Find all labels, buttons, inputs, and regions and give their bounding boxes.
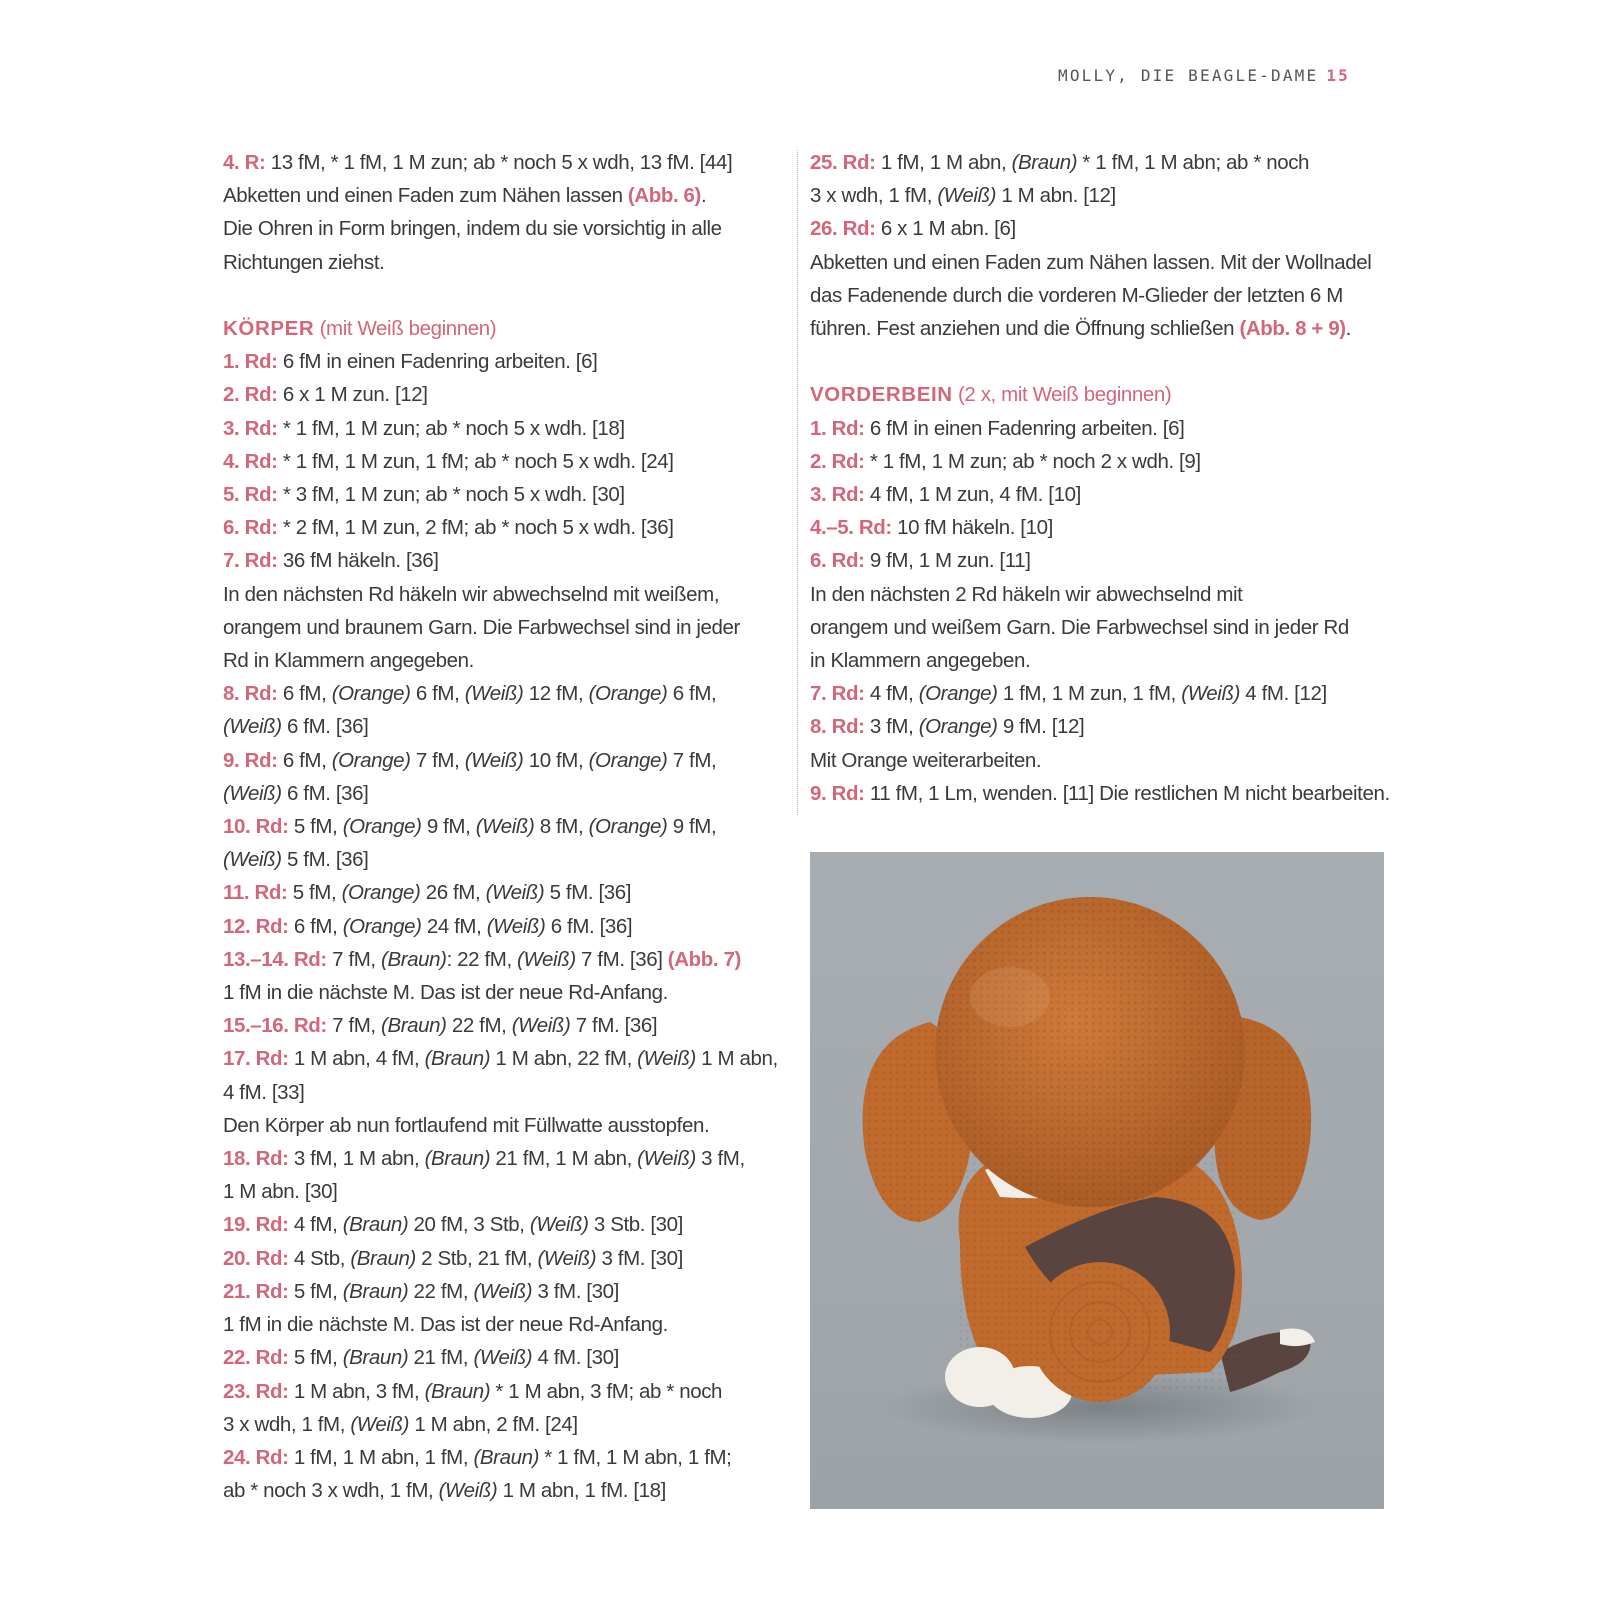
color-change-label: (Weiß) xyxy=(485,881,545,905)
round-instruction xyxy=(810,544,1385,577)
round-number: 2. Rd: xyxy=(810,449,865,473)
instruction-line xyxy=(223,710,783,743)
column-divider xyxy=(797,150,798,815)
color-change-label: (Orange) xyxy=(588,815,668,839)
instruction-text: Rd in Klammern angegeben. xyxy=(223,649,474,673)
instruction-text: In den nächsten Rd häkeln wir abwechselnd mit weißem, xyxy=(223,582,720,606)
round-number: 19. Rd: xyxy=(223,1213,289,1237)
instruction-text: 1 fM, 1 M abn, 1 fM, (Braun) * 1 fM, 1 M abn, 1 fM; xyxy=(288,1445,732,1469)
round-instruction xyxy=(223,378,783,411)
instruction-text: Abketten und einen Faden zum Nähen lassen xyxy=(223,184,628,208)
instruction-text: 4 fM. [33] xyxy=(223,1080,305,1104)
instruction-text: Abketten und einen Faden zum Nähen lassen. Mit der Wollnadel xyxy=(810,250,1372,274)
round-instruction xyxy=(223,1242,783,1275)
instruction-line xyxy=(810,179,1385,212)
instruction-text: 1 M abn, 4 fM, (Braun) 1 M abn, 22 fM, (Weiß) 1 M abn, xyxy=(288,1047,778,1071)
round-instruction xyxy=(223,910,783,943)
instruction-text: 1 fM in die nächste M. Das ist der neue Rd-Anfang. xyxy=(223,1313,668,1337)
beagle-photo xyxy=(810,852,1384,1509)
round-number: 3. Rd: xyxy=(810,483,865,507)
round-instruction xyxy=(223,810,783,843)
color-change-label: (Orange) xyxy=(918,682,998,706)
round-instruction xyxy=(810,445,1385,478)
round-instruction xyxy=(223,1042,783,1075)
round-instruction xyxy=(223,1208,783,1241)
instruction-text: Richtungen ziehst. xyxy=(223,250,385,274)
instruction-line xyxy=(223,843,783,876)
instruction-text: In den nächsten 2 Rd häkeln wir abwechselnd mit xyxy=(810,582,1243,606)
instruction-line xyxy=(223,1175,783,1208)
paragraph-gap xyxy=(810,345,1385,378)
section-title: VORDERBEIN xyxy=(810,383,953,407)
round-number: 9. Rd: xyxy=(810,781,865,805)
color-change-label: (Weiß) xyxy=(473,1346,533,1370)
round-instruction xyxy=(810,511,1385,544)
color-change-label: (Orange) xyxy=(588,682,668,706)
round-instruction xyxy=(223,1441,783,1474)
round-number: 18. Rd: xyxy=(223,1147,289,1171)
instruction-text: (Weiß) 5 fM. [36] xyxy=(223,848,369,872)
instruction-text: 10 fM häkeln. [10] xyxy=(891,516,1053,540)
color-change-label: (Orange) xyxy=(341,881,421,905)
round-number: 22. Rd: xyxy=(223,1346,289,1370)
instruction-line xyxy=(223,1474,783,1507)
round-number: 23. Rd: xyxy=(223,1379,289,1403)
round-number: 20. Rd: xyxy=(223,1246,289,1270)
instruction-text: * 3 fM, 1 M zun; ab * noch 5 x wdh. [30] xyxy=(277,483,625,507)
section-heading xyxy=(223,312,783,345)
instruction-text: * 1 fM, 1 M zun; ab * noch 5 x wdh. [18] xyxy=(277,416,625,440)
round-number: 1. Rd: xyxy=(810,416,865,440)
round-number: 8. Rd: xyxy=(223,682,278,706)
instruction-line xyxy=(223,246,783,279)
round-instruction xyxy=(810,412,1385,445)
round-number: 1. Rd: xyxy=(223,350,278,374)
round-instruction xyxy=(223,478,783,511)
color-change-label: (Weiß) xyxy=(637,1147,696,1171)
round-number: 10. Rd: xyxy=(223,815,289,839)
instruction-line xyxy=(810,279,1385,312)
round-instruction xyxy=(223,943,783,976)
round-instruction xyxy=(223,345,783,378)
color-change-label: (Braun) xyxy=(342,1279,409,1303)
figure-reference: (Abb. 8 + 9) xyxy=(1239,317,1346,341)
round-number: 7. Rd: xyxy=(810,682,865,706)
instruction-text: * 2 fM, 1 M zun, 2 fM; ab * noch 5 x wdh. [36] xyxy=(277,516,674,540)
round-number: 6. Rd: xyxy=(223,516,278,540)
round-number: 8. Rd: xyxy=(810,715,865,739)
color-change-label: (Braun) xyxy=(473,1445,539,1469)
instruction-text: das Fadenende durch die vorderen M-Glieder der letzten 6 M xyxy=(810,283,1343,307)
color-change-label: (Orange) xyxy=(331,682,411,706)
round-number: 21. Rd: xyxy=(223,1279,289,1303)
instruction-text: 3 fM, 1 M abn, (Braun) 21 fM, 1 M abn, (Weiß) 3 fM, xyxy=(288,1147,745,1171)
color-change-label: (Braun) xyxy=(1011,151,1078,174)
right-column xyxy=(810,146,1390,810)
color-change-label: (Braun) xyxy=(342,1346,409,1370)
color-change-label: (Weiß) xyxy=(937,184,997,208)
round-number: 24. Rd: xyxy=(223,1445,289,1469)
color-change-label: (Weiß) xyxy=(475,815,535,839)
color-change-label: (Weiß) xyxy=(473,1279,533,1303)
instruction-line xyxy=(223,179,783,212)
color-change-label: (Orange) xyxy=(588,748,668,772)
round-number: 4. Rd: xyxy=(223,449,278,473)
round-instruction xyxy=(810,212,1385,245)
instruction-text: (Weiß) 6 fM. [36] xyxy=(223,715,369,739)
instruction-text: Den Körper ab nun fortlaufend mit Füllwatte ausstopfen. xyxy=(223,1113,710,1137)
round-number: 5. Rd: xyxy=(223,483,278,507)
instruction-text: Mit Orange weiterarbeiten. xyxy=(810,748,1042,772)
round-instruction xyxy=(223,1275,783,1308)
round-instruction xyxy=(810,777,1390,810)
section-heading xyxy=(810,378,1385,411)
round-number: 4.–5. Rd: xyxy=(810,516,892,540)
instruction-line xyxy=(223,1408,783,1441)
color-change-label: (Weiß) xyxy=(511,1014,571,1038)
round-number: 11. Rd: xyxy=(223,881,288,905)
color-change-label: (Braun) xyxy=(424,1379,491,1403)
color-change-label: (Weiß) xyxy=(464,748,524,772)
instruction-text: * 1 fM, 1 M zun, 1 fM; ab * noch 5 x wdh. [24] xyxy=(277,449,674,473)
instruction-text: Die Ohren in Form bringen, indem du sie vorsichtig in alle xyxy=(223,217,722,241)
round-number: 25. Rd: xyxy=(810,151,876,174)
round-instruction xyxy=(810,710,1385,743)
instruction-line xyxy=(223,644,783,677)
instruction-text: . xyxy=(700,184,707,208)
color-change-label: (Weiß) xyxy=(223,715,282,739)
instruction-text: 1 fM in die nächste M. Das ist der neue Rd-Anfang. xyxy=(223,981,668,1005)
round-number: 9. Rd: xyxy=(223,748,278,772)
instruction-text: 3 fM, (Orange) 9 fM. [12] xyxy=(864,715,1085,739)
section-note: (2 x, mit Weiß beginnen) xyxy=(952,383,1172,407)
round-instruction xyxy=(223,445,783,478)
round-instruction xyxy=(223,876,783,909)
instruction-text: 6 fM in einen Fadenring arbeiten. [6] xyxy=(277,350,598,374)
instruction-text: 3 x wdh, 1 fM, (Weiß) 1 M abn. [12] xyxy=(810,184,1116,208)
instruction-text: 13 fM, * 1 fM, 1 M zun; ab * noch 5 x wdh, 13 fM. [44] xyxy=(265,151,733,174)
instruction-text: 4 fM, (Braun) 20 fM, 3 Stb, (Weiß) 3 Stb. [30] xyxy=(288,1213,683,1237)
round-instruction xyxy=(810,478,1385,511)
instruction-text: 6 fM, (Orange) 6 fM, (Weiß) 12 fM, (Orange) 6 fM, xyxy=(277,682,717,706)
instruction-text: 5 fM, (Braun) 22 fM, (Weiß) 3 fM. [30] xyxy=(288,1279,619,1303)
instruction-text: führen. Fest anziehen und die Öffnung schließen xyxy=(810,317,1240,341)
instruction-text: 9 fM, 1 M zun. [11] xyxy=(864,549,1031,573)
instruction-text: 5 fM, (Orange) 9 fM, (Weiß) 8 fM, (Orange) 9 fM, xyxy=(288,815,717,839)
round-instruction xyxy=(223,677,783,710)
round-number: 2. Rd: xyxy=(223,383,278,407)
instruction-line xyxy=(810,246,1385,279)
instruction-line xyxy=(223,777,783,810)
page-number: 15 xyxy=(1326,66,1350,85)
instruction-text: (Weiß) 6 fM. [36] xyxy=(223,781,369,805)
instruction-text: 4 Stb, (Braun) 2 Stb, 21 fM, (Weiß) 3 fM. [30] xyxy=(288,1246,683,1270)
instruction-text: 6 x 1 M abn. [6] xyxy=(875,217,1016,241)
round-instruction xyxy=(810,677,1385,710)
color-change-label: (Braun) xyxy=(424,1047,491,1071)
color-change-label: (Braun) xyxy=(381,947,447,971)
instruction-text: 1 M abn, 3 fM, (Braun) * 1 M abn, 3 fM; ab * noch xyxy=(288,1379,723,1403)
instruction-line xyxy=(223,1308,783,1341)
instruction-text: 4 fM, 1 M zun, 4 fM. [10] xyxy=(864,483,1081,507)
round-instruction xyxy=(223,511,783,544)
round-number: 7. Rd: xyxy=(223,549,278,573)
instruction-text: 7 fM, (Braun): 22 fM, (Weiß) 7 fM. [36] xyxy=(326,947,668,971)
instruction-line xyxy=(223,976,783,1009)
instruction-line xyxy=(810,611,1385,644)
instruction-line xyxy=(223,1076,783,1109)
round-instruction xyxy=(810,146,1385,179)
round-number: 3. Rd: xyxy=(223,416,278,440)
color-change-label: (Weiß) xyxy=(529,1213,589,1237)
round-instruction xyxy=(223,1009,783,1042)
instruction-text: orangem und braunem Garn. Die Farbwechsel sind in jeder xyxy=(223,615,740,639)
instruction-line xyxy=(223,578,783,611)
color-change-label: (Braun) xyxy=(381,1014,447,1038)
instruction-line xyxy=(810,744,1385,777)
instruction-text: * 1 fM, 1 M zun; ab * noch 2 x wdh. [9] xyxy=(864,449,1201,473)
color-change-label: (Weiß) xyxy=(637,1047,696,1071)
round-instruction xyxy=(223,1341,783,1374)
instruction-text: in Klammern angegeben. xyxy=(810,649,1031,673)
instruction-text: 5 fM, (Braun) 21 fM, (Weiß) 4 fM. [30] xyxy=(288,1346,619,1370)
round-number: 6. Rd: xyxy=(810,549,865,573)
instruction-text: 1 M abn. [30] xyxy=(223,1180,338,1204)
color-change-label: (Weiß) xyxy=(517,947,576,971)
crochet-beagle-illustration xyxy=(810,852,1384,1509)
figure-reference: (Abb. 6) xyxy=(627,184,701,208)
figure-reference: (Abb. 7) xyxy=(667,947,741,971)
instruction-text: 36 fM häkeln. [36] xyxy=(277,549,439,573)
paragraph-gap xyxy=(223,279,783,312)
round-instruction xyxy=(223,544,783,577)
round-number: 12. Rd: xyxy=(223,914,289,938)
color-change-label: (Orange) xyxy=(918,715,998,739)
instruction-text: 5 fM, (Orange) 26 fM, (Weiß) 5 fM. [36] xyxy=(287,881,632,905)
section-note: (mit Weiß beginnen) xyxy=(314,317,497,340)
instruction-text: 6 x 1 M zun. [12] xyxy=(277,383,428,407)
color-change-label: (Weiß) xyxy=(537,1246,597,1270)
instruction-line xyxy=(223,212,783,245)
round-number: 13.–14. Rd: xyxy=(223,947,327,971)
round-instruction xyxy=(223,1142,783,1175)
instruction-text: 4 fM, (Orange) 1 fM, 1 M zun, 1 fM, (Weiß) 4 fM. [12] xyxy=(864,682,1327,706)
color-change-label: (Weiß) xyxy=(223,848,282,872)
instruction-text: 3 x wdh, 1 fM, (Weiß) 1 M abn, 2 fM. [24] xyxy=(223,1412,578,1436)
round-instruction xyxy=(223,744,783,777)
left-column xyxy=(223,146,783,1507)
round-number: 4. R: xyxy=(223,151,266,174)
color-change-label: (Weiß) xyxy=(1181,682,1240,706)
color-change-label: (Braun) xyxy=(424,1147,491,1171)
color-change-label: (Braun) xyxy=(350,1246,416,1270)
instruction-text: 6 fM, (Orange) 7 fM, (Weiß) 10 fM, (Orange) 7 fM, xyxy=(277,748,717,772)
color-change-label: (Weiß) xyxy=(464,682,524,706)
instruction-line xyxy=(810,644,1385,677)
instruction-line xyxy=(810,578,1385,611)
color-change-label: (Orange) xyxy=(331,748,411,772)
running-head xyxy=(1058,66,1350,85)
round-number: 26. Rd: xyxy=(810,217,876,241)
color-change-label: (Orange) xyxy=(342,914,422,938)
color-change-label: (Weiß) xyxy=(486,914,546,938)
round-number: 15.–16. Rd: xyxy=(223,1014,327,1038)
instruction-line xyxy=(223,1109,783,1142)
instruction-text: 6 fM in einen Fadenring arbeiten. [6] xyxy=(864,416,1185,440)
instruction-text: orangem und weißem Garn. Die Farbwechsel sind in jeder Rd xyxy=(810,615,1349,639)
round-instruction xyxy=(223,1375,783,1408)
section-title: KÖRPER xyxy=(223,317,315,340)
color-change-label: (Weiß) xyxy=(350,1412,410,1436)
color-change-label: (Orange) xyxy=(342,815,422,839)
instruction-text: 11 fM, 1 Lm, wenden. [11] Die restlichen M nicht bearbeiten. xyxy=(864,781,1390,805)
color-change-label: (Braun) xyxy=(342,1213,409,1237)
instruction-text: 1 fM, 1 M abn, (Braun) * 1 fM, 1 M abn; ab * noch xyxy=(875,151,1310,174)
round-instruction xyxy=(223,412,783,445)
instruction-text: 7 fM, (Braun) 22 fM, (Weiß) 7 fM. [36] xyxy=(326,1014,658,1038)
chapter-title: MOLLY, DIE BEAGLE-DAME xyxy=(1058,66,1319,85)
round-instruction xyxy=(223,146,783,179)
instruction-text: 6 fM, (Orange) 24 fM, (Weiß) 6 fM. [36] xyxy=(288,914,633,938)
color-change-label: (Weiß) xyxy=(438,1479,498,1503)
instruction-text: . xyxy=(1345,317,1352,341)
instruction-text: ab * noch 3 x wdh, 1 fM, (Weiß) 1 M abn, 1 fM. [18] xyxy=(223,1479,666,1503)
instruction-line xyxy=(223,611,783,644)
color-change-label: (Weiß) xyxy=(223,781,282,805)
round-number: 17. Rd: xyxy=(223,1047,289,1071)
instruction-line xyxy=(810,312,1385,345)
